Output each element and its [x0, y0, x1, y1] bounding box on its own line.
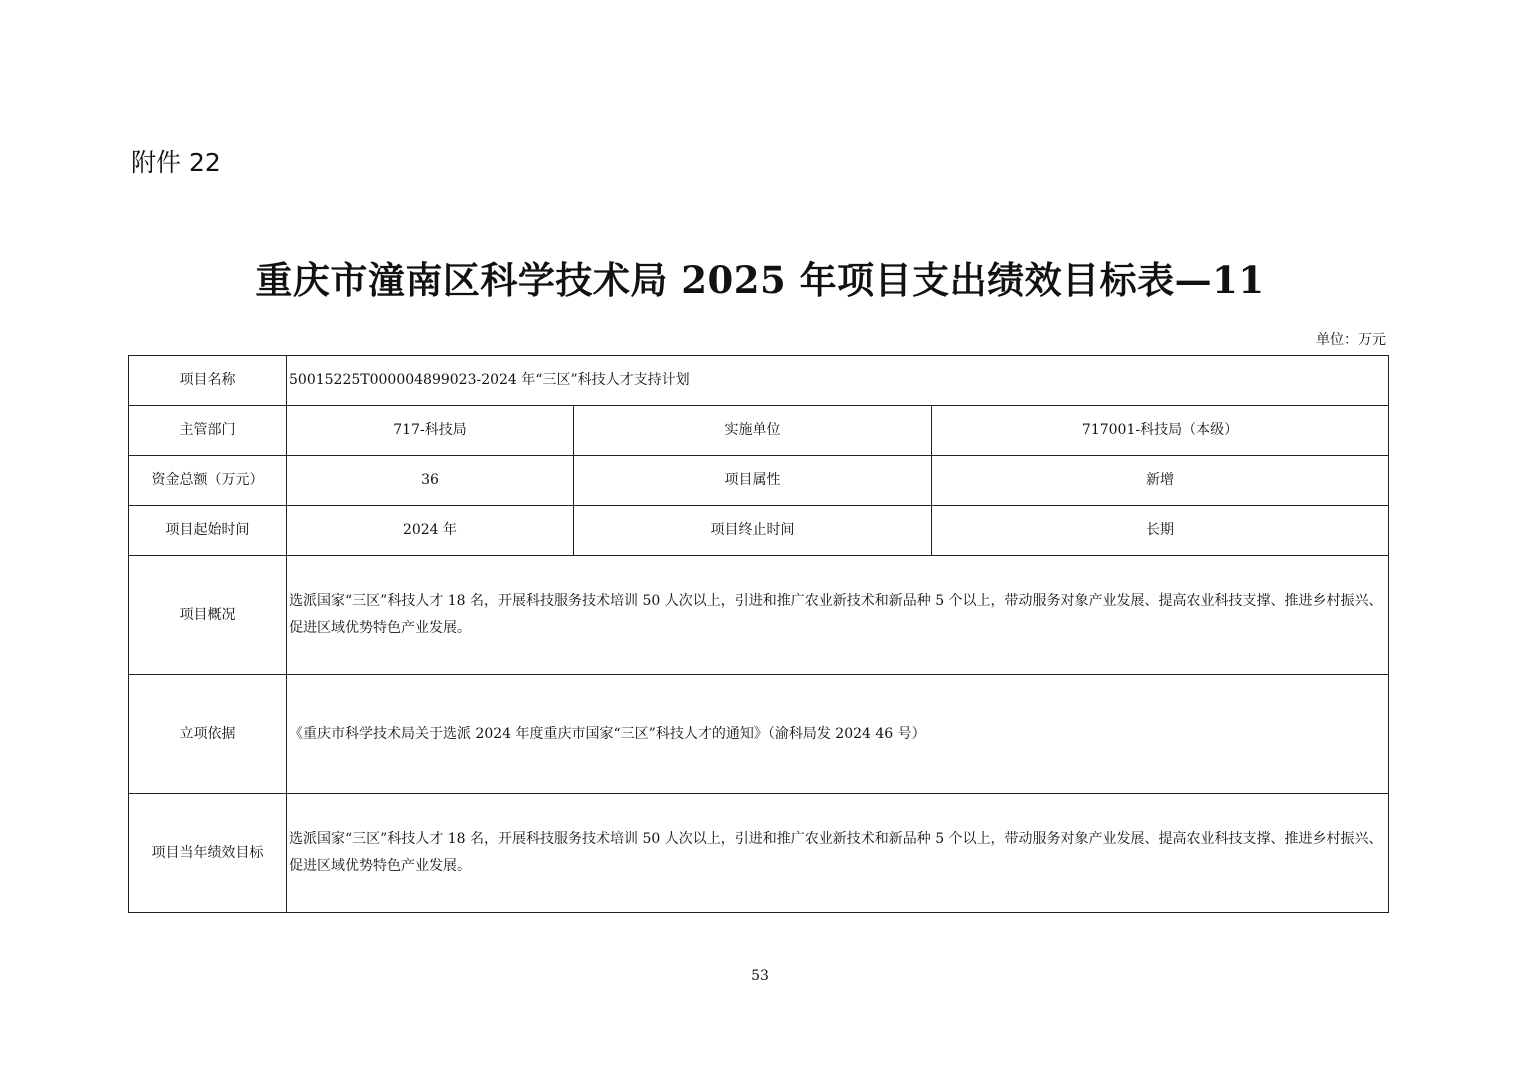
- page-number: 53: [751, 968, 769, 984]
- annual-goal-label: 项目当年绩效目标: [129, 794, 287, 913]
- dept-label: 主管部门: [129, 406, 287, 456]
- annual-goal-value: 选派国家“三区”科技人才 18 名，开展科技服务技术培训 50 人次以上，引进和推广农业新技术和新品种 5 个以上，带动服务对象产业发展、提高农业科技支撑、推进乡村振兴、促进区域优势特色产业发展。: [287, 794, 1389, 913]
- end-label: 项目终止时间: [574, 506, 932, 556]
- impl-unit-label: 实施单位: [574, 406, 932, 456]
- table-row-project-name: [129, 356, 1389, 406]
- dept-value: 717-科技局: [287, 406, 574, 456]
- attribute-value: 新增: [932, 456, 1389, 506]
- funding-value: 36: [287, 456, 574, 506]
- document-title: 重庆市潼南区科学技术局 2025 年项目支出绩效目标表—11: [255, 258, 1265, 302]
- basis-value: 《重庆市科学技术局关于选派 2024 年度重庆市国家“三区”科技人才的通知》（渝科局发 2024 46 号）: [287, 675, 1389, 794]
- table-row-basis: [129, 675, 1389, 794]
- table-row-overview: [129, 556, 1389, 675]
- overview-label: 项目概况: [129, 556, 287, 675]
- funding-label: 资金总额（万元）: [129, 456, 287, 506]
- end-value: 长期: [932, 506, 1389, 556]
- table-row-funding: [129, 456, 1389, 506]
- table-row-timeline: [129, 506, 1389, 556]
- start-label: 项目起始时间: [129, 506, 287, 556]
- table-row-annual-goal: [129, 794, 1389, 913]
- performance-target-table: [128, 355, 1389, 913]
- impl-unit-value: 717001-科技局（本级）: [932, 406, 1389, 456]
- project-name-label: 项目名称: [129, 356, 287, 406]
- overview-value: 选派国家“三区”科技人才 18 名，开展科技服务技术培训 50 人次以上，引进和推广农业新技术和新品种 5 个以上，带动服务对象产业发展、提高农业科技支撑、推进乡村振兴、促进区域优势特色产业发展。: [287, 556, 1389, 675]
- basis-label: 立项依据: [129, 675, 287, 794]
- attribute-label: 项目属性: [574, 456, 932, 506]
- attachment-label: 附件 22: [131, 148, 221, 177]
- table-row-department: [129, 406, 1389, 456]
- unit-label: 单位：万元: [1316, 332, 1386, 348]
- project-name-value: 50015225T000004899023-2024 年“三区”科技人才支持计划: [287, 356, 1389, 406]
- start-value: 2024 年: [287, 506, 574, 556]
